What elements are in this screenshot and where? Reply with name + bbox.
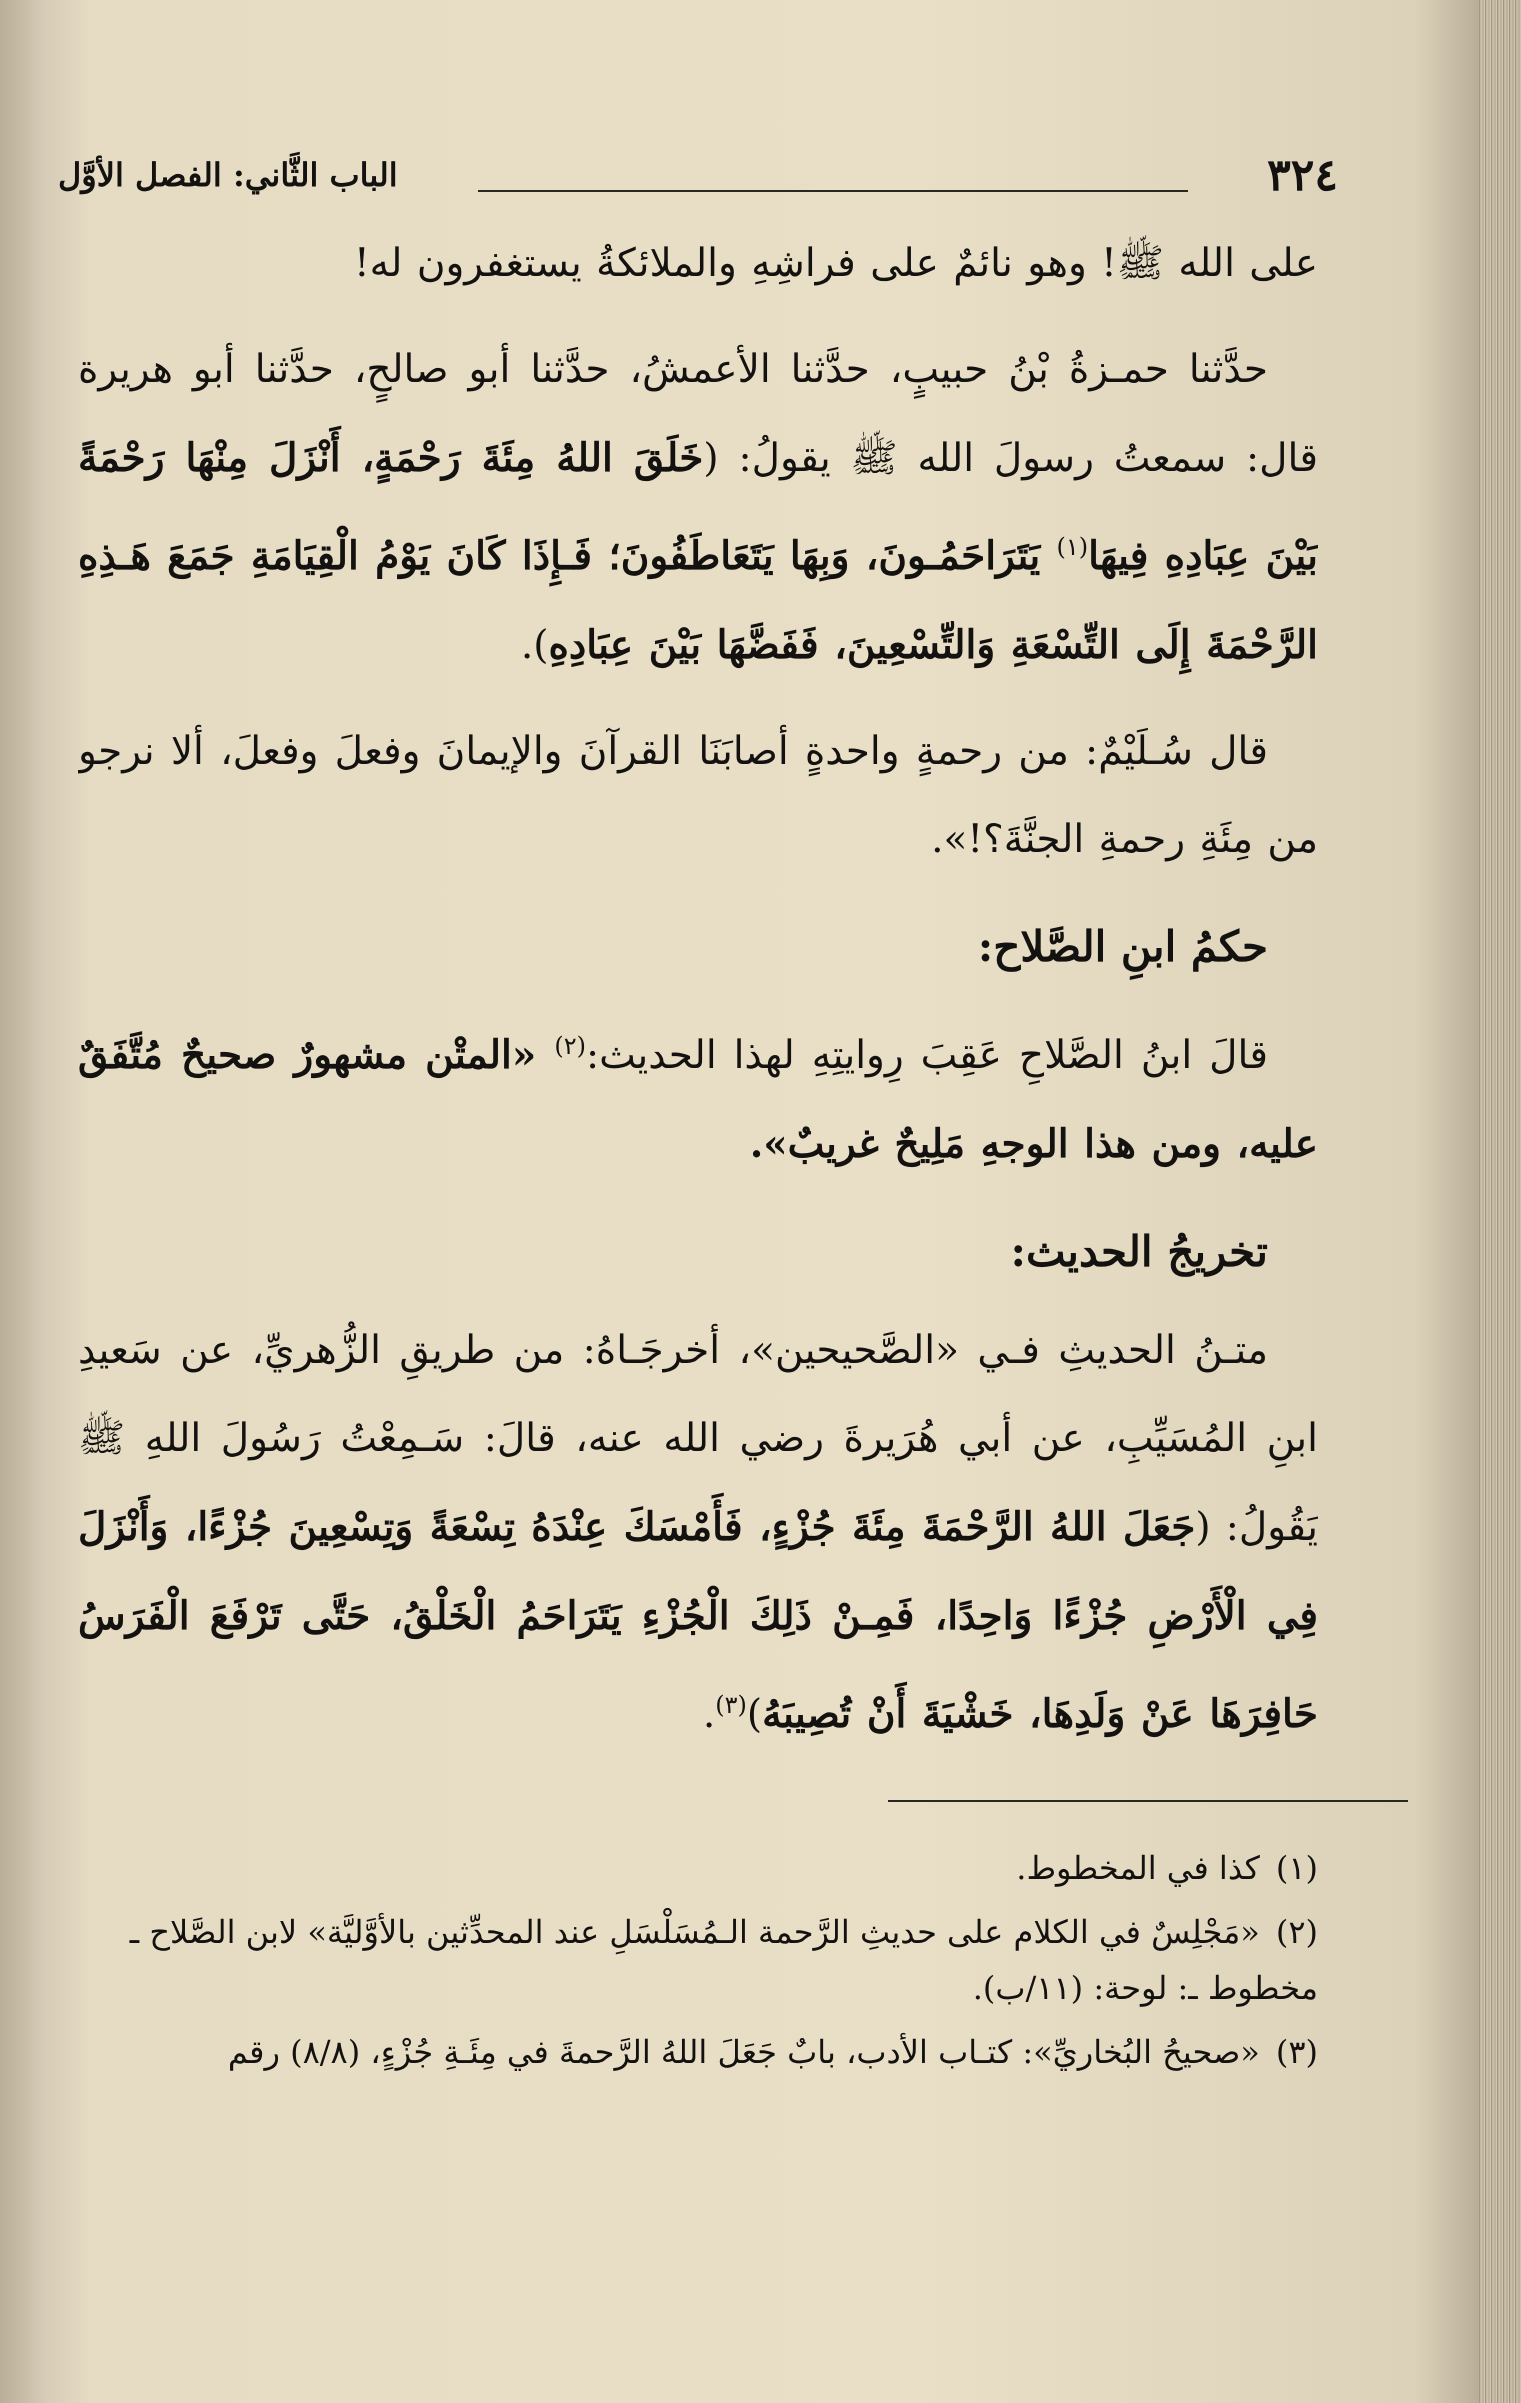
hadith-quote-b: يَتَرَاحَمُـونَ، وَبِهَا يَتَعَاطَفُونَ؛ فَـإِذَا كَانَ يَوْمُ الْقِيَامَةِ جَمَعَ هَـذِهِ الرَّحْمَةَ إِلَى التِّسْعَةِ وَالتِّسْعِينَ، فَفَضَّهَا بَيْنَ عِبَادِهِ (78, 533, 1318, 668)
footnote-separator (888, 1800, 1408, 1802)
ruling-intro: قالَ ابنُ الصَّلاحِ عَقِبَ رِوايتِهِ لهذا الحديث: (586, 1033, 1268, 1078)
footnote-ref-3: (٣) (715, 1691, 747, 1719)
footnote-text: «مَجْلِسٌ في الكلام على حديثِ الرَّحمة الـمُسَلْسَلِ عند المحدِّثين بالأوَّليَّة» لابن الصَّلاح ـ مخطوط ـ: لوحة: (١١/ب). (129, 1913, 1318, 2007)
takhrij-quote-end: ) (746, 1692, 763, 1737)
page-stack-edge (1479, 0, 1521, 2403)
takhrij-quote: جَعَلَ اللهُ الرَّحْمَةَ مِئَةَ جُزْءٍ، فَأَمْسَكَ عِنْدَهُ تِسْعَةً وَتِسْعِينَ جُزْءًا، وَأَنْزَلَ فِي الْأَرْضِ جُزْءًا وَاحِدًا، فَمِـنْ ذَلِكَ الْجُزْءِ يَتَرَاحَمُ الْخَلْقُ، حَتَّى تَرْفَعَ الْفَرَسُ حَافِرَهَا عَنْ وَلَدِهَا، خَشْيَةَ أَنْ تُصِيبَهُ (78, 1504, 1318, 1737)
book-page (18, 0, 1468, 2403)
page-number: ٣٢٤ (1267, 150, 1338, 201)
hadith-paragraph-1 (78, 326, 1318, 690)
page-body (78, 220, 1318, 1760)
footnote-number: (١) (1275, 1849, 1318, 1887)
header-rule (478, 190, 1188, 192)
footnote-text: كذا في المخطوط. (1016, 1849, 1260, 1887)
sulaym-paragraph: قال سُـلَيْمٌ: من رحمةٍ واحدةٍ أصابَنَا القرآنَ والإيمانَ وفعلَ وفعلَ، ألا نرجو من مِئَةِ رحمةِ الجنَّةَ؟!». (78, 729, 1318, 862)
section-heading-ruling: حكمُ ابنِ الصَّلاح: (977, 922, 1268, 971)
ruling-paragraph (78, 1002, 1318, 1189)
footnote-number: (٣) (1275, 2033, 1318, 2071)
ruling-quote: «المتْن مشهورٌ صحيحٌ مُتَّفَقٌ عليه، ومن هذا الوجهِ مَلِيحٌ غريبٌ». (78, 1032, 1318, 1167)
footnote-ref-2: (٢) (554, 1032, 586, 1060)
takhrij-intro: متـنُ الحديثِ فـي «الصَّحيحين»، أخرجَـاهُ: من طريقِ الزُّهريِّ، عن سَعيدِ ابنِ المُسَيِّبِ، عن أبي هُرَيرةَ رضي الله عنه، قالَ: سَـمِعْتُ رَسُولَ اللهِ ﷺ يَقُولُ: ( (78, 1328, 1318, 1550)
hadith-quote-a: خَلَقَ اللهُ مِئَةَ رَحْمَةٍ، أَنْزَلَ مِنْهَا رَحْمَةً بَيْنَ عِبَادِهِ فِيهَا (78, 435, 1318, 579)
footnote-1 (78, 1840, 1318, 1896)
footnote-ref-1: (١) (1056, 533, 1089, 561)
footnote-2 (78, 1904, 1318, 2016)
page-header (58, 150, 1338, 220)
hadith-quote-end: ). (520, 623, 549, 668)
section-heading-takhrij: تخريجُ الحديث: (1010, 1227, 1268, 1276)
takhrij-close: . (702, 1692, 716, 1737)
footnote-number: (٢) (1275, 1913, 1318, 1951)
takhrij-paragraph (78, 1307, 1318, 1759)
isnad-text: حدَّثنا حمـزةُ بْنُ حبيبٍ، حدَّثنا الأعمشُ، حدَّثنا أبو صالحٍ، حدَّثنا أبو هريرة قال: سمعتُ رسولَ الله ﷺ يقولُ: ( (78, 347, 1318, 481)
footnote-text: «صحيحُ البُخاريِّ»: كتـاب الأدب، بابٌ جَعَلَ اللهُ الرَّحمةَ في مِئَـةِ جُزْءٍ، (٨/٨) رقم (227, 2033, 1260, 2071)
footnote-3 (78, 2024, 1318, 2080)
continuation-line: على الله ﷺ! وهو نائمٌ على فراشِهِ والملائكةُ يستغفرون له! (353, 241, 1318, 286)
running-title: الباب الثَّاني: الفصل الأوَّل (58, 156, 398, 194)
footnotes (78, 1840, 1318, 2088)
